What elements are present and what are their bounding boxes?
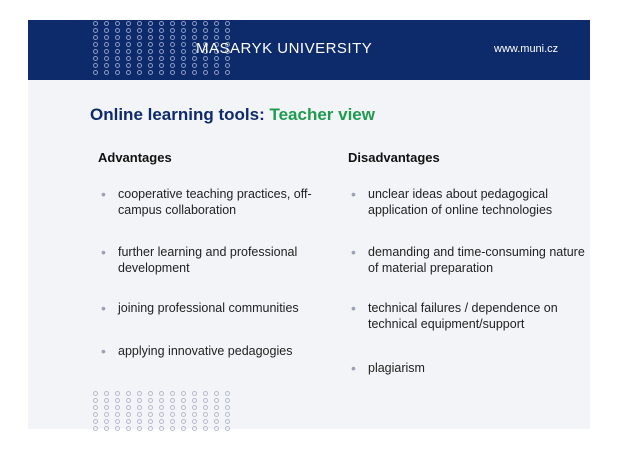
dot-pattern-icon bbox=[192, 70, 197, 75]
dot-pattern-icon bbox=[214, 426, 219, 431]
bullet-dot-icon: • bbox=[101, 186, 106, 202]
dot-pattern-icon bbox=[137, 412, 142, 417]
dot-pattern-icon bbox=[159, 49, 164, 54]
dot-pattern-icon bbox=[203, 426, 208, 431]
header-url: www.muni.cz bbox=[494, 43, 559, 55]
dot-pattern-icon bbox=[159, 412, 164, 417]
list-item: • cooperative teaching practices, off-campus collaboration bbox=[101, 186, 312, 217]
dot-pattern-icon bbox=[93, 398, 98, 403]
dot-pattern-icon bbox=[192, 419, 197, 424]
dot-pattern-icon bbox=[181, 42, 186, 47]
dot-pattern-icon bbox=[170, 35, 175, 40]
dot-pattern-icon bbox=[214, 398, 219, 403]
dot-pattern-icon bbox=[104, 426, 109, 431]
dot-pattern-icon bbox=[115, 405, 120, 410]
dot-pattern-icon bbox=[115, 21, 120, 26]
dot-pattern-icon bbox=[126, 419, 131, 424]
dot-pattern-icon bbox=[159, 42, 164, 47]
dot-pattern-icon bbox=[170, 28, 175, 33]
title-accent: Teacher view bbox=[269, 105, 375, 124]
dot-pattern-icon bbox=[192, 63, 197, 68]
dot-pattern-icon bbox=[115, 391, 120, 396]
dot-pattern-icon bbox=[137, 70, 142, 75]
dot-pattern-icon bbox=[137, 21, 142, 26]
dot-pattern-icon bbox=[225, 391, 230, 396]
list-item: • further learning and professional development bbox=[101, 244, 298, 275]
dot-pattern-icon bbox=[126, 405, 131, 410]
dot-pattern-icon bbox=[104, 21, 109, 26]
slide-title bbox=[90, 105, 375, 125]
dot-pattern-icon bbox=[192, 426, 197, 431]
dot-pattern-icon bbox=[126, 412, 131, 417]
dot-pattern-icon bbox=[159, 70, 164, 75]
dot-pattern-icon bbox=[170, 70, 175, 75]
dot-pattern-icon bbox=[159, 56, 164, 61]
dot-pattern-icon bbox=[181, 391, 186, 396]
dot-pattern-icon bbox=[126, 398, 131, 403]
dot-pattern-icon bbox=[225, 405, 230, 410]
dot-pattern-icon bbox=[225, 28, 230, 33]
dot-pattern-icon bbox=[214, 419, 219, 424]
dot-pattern-icon bbox=[181, 35, 186, 40]
dot-pattern-icon bbox=[137, 28, 142, 33]
dot-pattern-icon bbox=[181, 405, 186, 410]
dot-pattern-icon bbox=[104, 419, 109, 424]
dot-pattern-icon bbox=[214, 63, 219, 68]
dot-pattern-icon bbox=[159, 391, 164, 396]
dot-pattern-icon bbox=[203, 63, 208, 68]
dot-pattern-icon bbox=[170, 391, 175, 396]
dot-pattern-icon bbox=[104, 35, 109, 40]
dot-pattern-icon bbox=[126, 70, 131, 75]
list-item: • demanding and time-consuming nature of material preparation bbox=[351, 244, 585, 275]
dot-pattern-icon bbox=[148, 426, 153, 431]
dot-pattern-icon bbox=[225, 419, 230, 424]
dot-pattern-icon bbox=[148, 63, 153, 68]
dot-pattern-icon bbox=[181, 63, 186, 68]
dot-pattern-icon bbox=[148, 49, 153, 54]
dot-pattern-icon bbox=[170, 49, 175, 54]
dot-pattern-icon bbox=[115, 49, 120, 54]
dot-pattern-icon bbox=[104, 70, 109, 75]
dot-pattern-icon bbox=[115, 70, 120, 75]
dot-pattern-icon bbox=[181, 56, 186, 61]
dot-pattern-icon bbox=[148, 56, 153, 61]
dot-pattern-icon bbox=[104, 63, 109, 68]
dot-pattern-icon bbox=[181, 419, 186, 424]
dot-pattern-icon bbox=[192, 28, 197, 33]
dot-pattern-icon bbox=[170, 42, 175, 47]
bullet-dot-icon: • bbox=[101, 343, 106, 359]
dot-pattern-icon bbox=[214, 405, 219, 410]
dot-pattern-icon bbox=[159, 419, 164, 424]
dot-pattern-icon bbox=[93, 70, 98, 75]
dot-pattern-icon bbox=[159, 405, 164, 410]
dot-pattern-icon bbox=[137, 42, 142, 47]
dot-pattern-icon bbox=[137, 426, 142, 431]
dot-pattern-icon bbox=[115, 56, 120, 61]
dot-pattern-icon bbox=[181, 70, 186, 75]
dot-pattern-icon bbox=[214, 28, 219, 33]
dot-pattern-icon bbox=[214, 70, 219, 75]
dot-pattern-icon bbox=[93, 419, 98, 424]
advantages-heading: Advantages bbox=[98, 150, 172, 165]
dot-pattern-icon bbox=[181, 28, 186, 33]
dot-pattern-icon bbox=[126, 21, 131, 26]
dot-pattern-icon bbox=[203, 398, 208, 403]
dot-pattern-icon bbox=[170, 398, 175, 403]
dot-pattern-icon bbox=[214, 21, 219, 26]
dot-pattern-icon bbox=[148, 70, 153, 75]
dot-pattern-icon bbox=[126, 426, 131, 431]
dot-pattern-icon bbox=[148, 391, 153, 396]
dot-pattern-icon bbox=[214, 412, 219, 417]
dot-pattern-icon bbox=[203, 391, 208, 396]
dot-pattern-icon bbox=[203, 28, 208, 33]
dot-pattern-icon bbox=[225, 412, 230, 417]
dot-pattern-icon bbox=[148, 398, 153, 403]
dot-pattern-icon bbox=[126, 63, 131, 68]
dot-pattern-icon bbox=[93, 35, 98, 40]
dot-pattern-icon bbox=[148, 412, 153, 417]
dot-pattern-icon bbox=[148, 21, 153, 26]
dot-pattern-icon bbox=[225, 21, 230, 26]
dot-pattern-icon bbox=[192, 398, 197, 403]
dot-pattern-icon bbox=[159, 21, 164, 26]
bullet-dot-icon: • bbox=[351, 186, 356, 202]
dot-pattern-icon bbox=[115, 63, 120, 68]
dot-pattern-icon bbox=[192, 412, 197, 417]
dot-pattern-icon bbox=[192, 21, 197, 26]
dot-pattern-icon bbox=[225, 426, 230, 431]
dot-pattern-icon bbox=[93, 426, 98, 431]
dot-pattern-icon bbox=[137, 398, 142, 403]
dot-pattern-icon bbox=[93, 391, 98, 396]
dot-pattern-icon bbox=[93, 42, 98, 47]
dot-pattern-icon bbox=[203, 412, 208, 417]
dot-pattern-icon bbox=[225, 70, 230, 75]
dot-pattern-icon bbox=[115, 28, 120, 33]
dot-pattern-icon bbox=[115, 412, 120, 417]
dot-pattern-icon bbox=[192, 405, 197, 410]
dot-pattern-icon bbox=[93, 56, 98, 61]
dot-pattern-icon bbox=[214, 391, 219, 396]
dot-pattern-icon bbox=[159, 398, 164, 403]
disadvantages-heading: Disadvantages bbox=[348, 150, 440, 165]
dot-pattern-icon bbox=[93, 405, 98, 410]
bullet-dot-icon: • bbox=[101, 244, 106, 260]
dot-pattern-icon bbox=[159, 28, 164, 33]
dot-pattern-icon bbox=[104, 28, 109, 33]
dot-pattern-icon bbox=[203, 21, 208, 26]
dot-pattern-icon bbox=[181, 21, 186, 26]
dot-pattern-icon bbox=[126, 391, 131, 396]
dot-pattern-icon bbox=[181, 412, 186, 417]
dot-pattern-icon bbox=[170, 56, 175, 61]
dot-pattern-icon bbox=[137, 405, 142, 410]
dot-pattern-icon bbox=[126, 42, 131, 47]
list-item: • unclear ideas about pedagogical application of online technologies bbox=[351, 186, 553, 217]
dot-pattern-icon bbox=[170, 405, 175, 410]
list-item: • plagiarism bbox=[351, 360, 425, 376]
dot-pattern-icon bbox=[148, 28, 153, 33]
dot-pattern-icon bbox=[115, 419, 120, 424]
dot-pattern-icon bbox=[170, 419, 175, 424]
dot-grid-bottom-icon bbox=[90, 390, 245, 432]
dot-pattern-icon bbox=[203, 419, 208, 424]
dot-pattern-icon bbox=[181, 398, 186, 403]
dot-pattern-icon bbox=[137, 56, 142, 61]
dot-pattern-icon bbox=[93, 21, 98, 26]
dot-pattern-icon bbox=[104, 42, 109, 47]
dot-pattern-icon bbox=[93, 63, 98, 68]
dot-pattern-icon bbox=[137, 419, 142, 424]
bullet-dot-icon: • bbox=[101, 300, 106, 316]
dot-pattern-icon bbox=[93, 49, 98, 54]
dot-pattern-icon bbox=[225, 398, 230, 403]
dot-pattern-icon bbox=[170, 426, 175, 431]
dot-pattern-icon bbox=[104, 398, 109, 403]
dot-pattern-icon bbox=[148, 405, 153, 410]
dot-pattern-icon bbox=[104, 56, 109, 61]
dot-pattern-icon bbox=[104, 391, 109, 396]
dot-pattern-icon bbox=[181, 426, 186, 431]
dot-pattern-icon bbox=[137, 35, 142, 40]
dot-pattern-icon bbox=[203, 70, 208, 75]
dot-pattern-icon bbox=[115, 398, 120, 403]
dot-pattern-icon bbox=[115, 426, 120, 431]
title-main: Online learning tools: bbox=[90, 105, 265, 124]
dot-pattern-icon bbox=[192, 391, 197, 396]
dot-pattern-icon bbox=[170, 21, 175, 26]
list-item: • technical failures / dependence on technical equipment/support bbox=[351, 300, 558, 331]
bullet-dot-icon: • bbox=[351, 300, 356, 316]
dot-pattern-icon bbox=[93, 28, 98, 33]
dot-pattern-icon bbox=[93, 412, 98, 417]
dot-pattern-icon bbox=[137, 49, 142, 54]
dot-pattern-icon bbox=[170, 63, 175, 68]
dot-pattern-icon bbox=[148, 419, 153, 424]
university-logo-text: MASARYK UNIVERSITY bbox=[196, 40, 373, 57]
dot-pattern-icon bbox=[181, 49, 186, 54]
dot-pattern-icon bbox=[148, 42, 153, 47]
dot-pattern-icon bbox=[159, 35, 164, 40]
list-item: • joining professional communities bbox=[101, 300, 299, 316]
bullet-dot-icon: • bbox=[351, 244, 356, 260]
dot-pattern-icon bbox=[137, 63, 142, 68]
dot-pattern-icon bbox=[126, 28, 131, 33]
dot-pattern-icon bbox=[104, 49, 109, 54]
dot-pattern-icon bbox=[126, 49, 131, 54]
dot-pattern-icon bbox=[115, 35, 120, 40]
dot-pattern-icon bbox=[159, 426, 164, 431]
dot-pattern-icon bbox=[126, 56, 131, 61]
dot-pattern-icon bbox=[159, 63, 164, 68]
dot-pattern-icon bbox=[137, 391, 142, 396]
dot-pattern-icon bbox=[225, 63, 230, 68]
dot-pattern-icon bbox=[170, 412, 175, 417]
dot-pattern-icon bbox=[203, 405, 208, 410]
dot-pattern-icon bbox=[148, 35, 153, 40]
bullet-dot-icon: • bbox=[351, 360, 356, 376]
dot-pattern-icon bbox=[104, 412, 109, 417]
list-item: • applying innovative pedagogies bbox=[101, 343, 293, 359]
dot-pattern-icon bbox=[115, 42, 120, 47]
dot-pattern-icon bbox=[104, 405, 109, 410]
dot-pattern-icon bbox=[126, 35, 131, 40]
